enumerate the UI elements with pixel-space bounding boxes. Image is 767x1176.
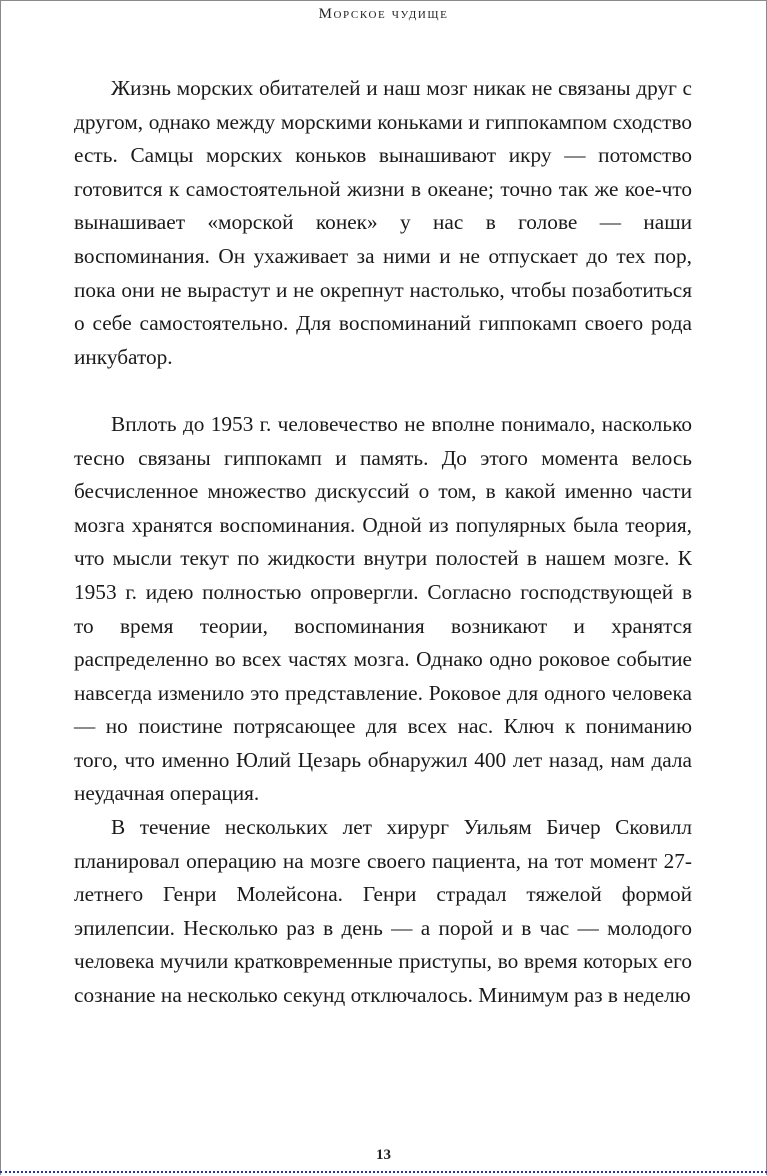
running-head: Морское чудище	[318, 6, 449, 22]
paragraph-2: Вплоть до 1953 г. человечество не вполне понимало, насколько тесно связаны гиппокамп и память. До этого момента велось бесчисленное множество дискуссий о том, в какой именно части мозга хранятся воспоминания. Одной из популярных была теория, что мысли текут по жидкости внутри полостей в нашем мозге. К 1953 г. идею полностью опровергли. Согласно господствующей в то время теории, воспоминания возникают и хранятся распределенно во всех частях мозга. Однако одно роковое событие навсегда изменило это представление. Роковое для одного человека — но поистине потрясающее для всех нас. Ключ к пониманию того, что именно Юлий Цезарь обнаружил 400 лет назад, нам дала неудачная операция.	[74, 411, 692, 806]
paragraph-3: В течение нескольких лет хирург Уильям Бичер Сковилл планировал операцию на мозге своего пациента, на тот момент 27-летнего Генри Молейсона. Генри страдал тяжелой формой эпилепсии. Несколько раз в день — а порой и в час — молодого человека мучили кратковременные приступы, во время которых его сознание на несколько секунд отключалось. Минимум раз в неделю	[74, 815, 692, 1008]
paragraph-1: Жизнь морских обитателей и наш мозг никак не связаны друг с другом, однако между морскими коньками и гиппокампом сходство есть. Самцы морских коньков вынашивают икру — потомство готовится к самостоятельной жизни в океане; точно так же кое-что вынашивает «морской конек» у нас в голове — наши воспоминания. Он ухаживает за ними и не отпускает до тех пор, пока они не вырастут и не окрепнут настолько, чтобы позаботиться о себе самостоятельно. Для воспоминаний гиппокамп своего рода инкубатор.	[74, 76, 692, 369]
page-number: 13	[376, 1147, 391, 1163]
bottom-link-strip	[0, 1168, 767, 1176]
body-text	[74, 72, 692, 1013]
